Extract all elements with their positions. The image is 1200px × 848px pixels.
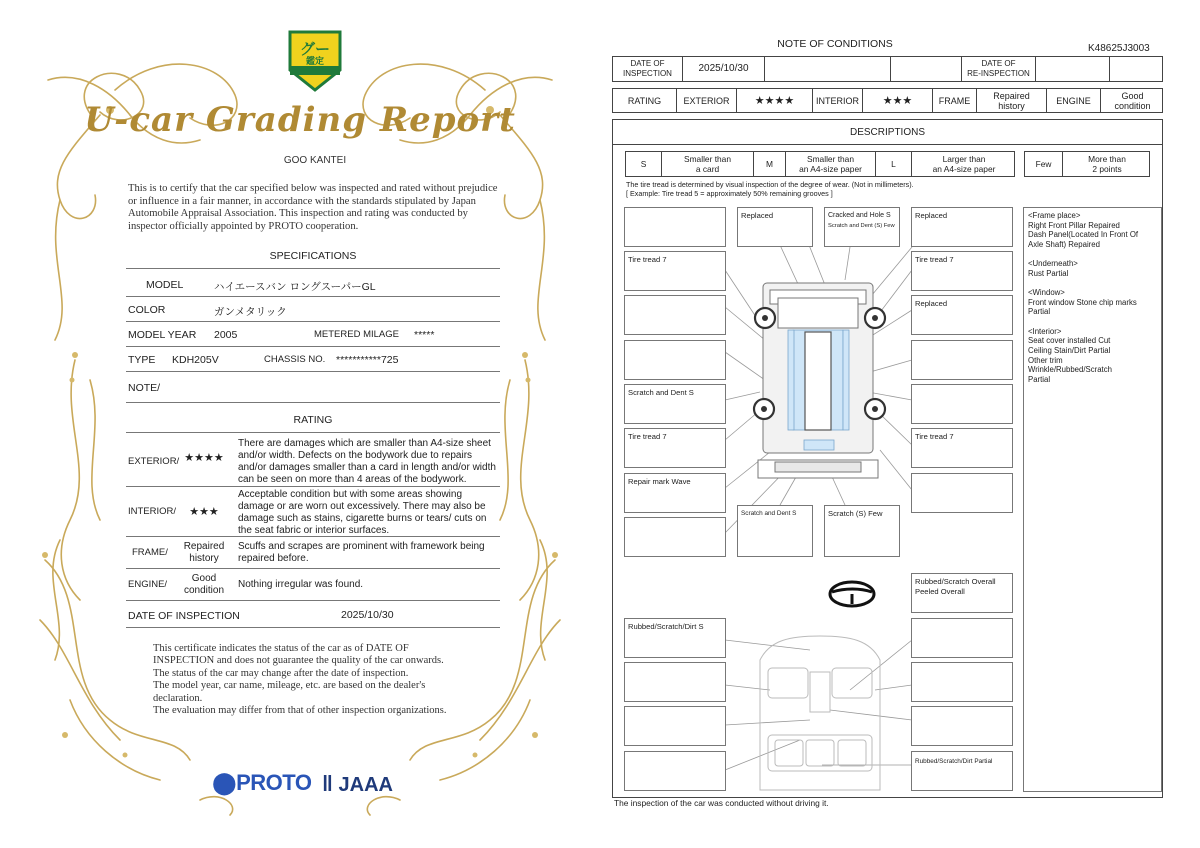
disclaimer-line: The status of the car may change after the date of inspection. (153, 667, 409, 679)
divider (126, 432, 500, 433)
engine-value-2: condition (183, 585, 225, 596)
note-group-underneath: <Underneath> Rust Partial (1028, 259, 1078, 278)
model-year-value: 2005 (214, 329, 238, 341)
rating-row-interior (126, 487, 500, 537)
certificate-intro: This is to certify that the car specified below was inspected and rated without prejudice or influence in a fair manner, in accordance with the standards stipulated by Japan Automobile Appraisal Association. This inspection and rating was conducted by inspector officially appointed by PROTO cooperation. (128, 183, 498, 232)
note-box-left-scratch: Scratch and Dent S (624, 384, 726, 424)
frame-value: Repaired history (977, 89, 1047, 112)
legend-m: M (754, 152, 786, 176)
inspection-date-row (612, 56, 1163, 82)
few-legend (1024, 151, 1150, 177)
disclaimer-line: The evaluation may differ from that of other inspection organizations. (153, 705, 447, 717)
note-box-empty (624, 706, 726, 746)
note-label: NOTE/ (128, 382, 161, 394)
rating-heading: RATING (293, 414, 333, 426)
date-of-inspection-label: DATE OF INSPECTION (128, 610, 240, 622)
note-box-top-left-replaced: Replaced (737, 207, 813, 247)
note-box-right-front-tire: Tire tread 7 (911, 251, 1013, 291)
type-value: KDH205V (172, 354, 219, 366)
disclaimer-line: declaration. (153, 692, 203, 704)
frame-label: FRAME/ (132, 547, 168, 558)
color-label: COLOR (128, 304, 166, 316)
note-box-empty (624, 662, 726, 702)
frame-value-2: history (189, 553, 219, 564)
metered-milage-value: ***** (414, 329, 435, 341)
chassis-label: CHASSIS NO. (264, 354, 326, 365)
note-group-interior: <Interior> Seat cover installed Cut Ceiling Stain/Dirt Partial Other trim Wrinkle/Rubbed/Scratch Partial (1028, 326, 1112, 384)
footer-logos (212, 768, 402, 800)
date-of-inspection-value: 2025/10/30 (341, 609, 394, 621)
interior-stars: ★★★ (189, 506, 219, 518)
note-box-left-repair: Repair mark Wave (624, 473, 726, 513)
specifications-heading: SPECIFICATIONS (269, 250, 357, 262)
svg-text:鑑定: 鑑定 (305, 57, 325, 67)
note-box-empty (624, 751, 726, 791)
goo-kantei-badge-icon (286, 30, 344, 92)
type-label: TYPE (128, 354, 156, 366)
note-box-empty (911, 473, 1013, 513)
empty-cell (765, 57, 891, 81)
inspection-footnote: The inspection of the car was conducted without driving it. (614, 798, 829, 808)
note-box-empty (911, 706, 1013, 746)
date-of-inspection-label: DATE OF INSPECTION (613, 57, 683, 81)
descriptions-heading: DESCRIPTIONS (613, 120, 1162, 145)
note-group-frame: <Frame place> Right Front Pillar Repaired Dash Panel(Located In Front Of Axle Shaft) Repaired (1028, 211, 1139, 249)
damage-size-legend (625, 151, 1015, 177)
note-box-interior-front-left: Rubbed/Scratch/Dirt S (624, 618, 726, 658)
spec-row-model (126, 272, 500, 297)
interior-description: Acceptable condition but with some areas showing damage or are worn out excessively. There may also be damage such as stains, cigarette burns or tears/ cuts on the seat fabric or interior surfaces. (238, 489, 487, 536)
exterior-label: EXTERIOR (677, 89, 737, 112)
rating-summary-row (612, 88, 1163, 113)
rating-row-frame (126, 537, 500, 569)
condition-notes-list (1023, 207, 1162, 792)
disclaimer-line: INSPECTION and does not guarantee the quality of the car onwards. (153, 655, 444, 667)
tire-tread-note: The tire tread is determined by visual inspection of the degree of wear. (Not in millimeters). [ Example: Tire tread 5 = approximately 50% remaining grooves ] (626, 180, 914, 199)
empty-cell (1110, 57, 1164, 81)
color-value: ガンメタリック (214, 306, 287, 318)
rating-row-exterior (126, 436, 500, 487)
disclaimer-line: The model year, car name, mileage, etc. are based on the dealer's (153, 680, 426, 692)
disclaimer-line: This certificate indicates the status of the car as of DATE OF (153, 643, 409, 654)
engine-description: Nothing irregular was found. (238, 579, 364, 590)
note-box-empty (624, 340, 726, 380)
rating-row-engine (126, 569, 500, 601)
empty-cell (891, 57, 962, 81)
engine-label: ENGINE/ (128, 579, 168, 590)
spec-row-note (126, 372, 500, 403)
date-of-inspection-value: 2025/10/30 (683, 57, 765, 81)
note-box-top-right-replaced: Replaced (911, 207, 1013, 247)
exterior-description: There are damages which are smaller than A4-size sheet and/or width. Defects on the bodywork due to repairs and/or damages smaller than a card in length and/or width can be seen on more than 4 areas of the bodywork. (238, 438, 496, 485)
certificate-disclaimer (153, 643, 483, 717)
sheet-title: NOTE OF CONDITIONS (777, 38, 893, 50)
interior-label: INTERIOR (813, 89, 863, 112)
reference-number: K48625J3003 (1088, 43, 1150, 54)
note-box-rear-right: Scratch (S) Few (824, 505, 900, 557)
spec-row-model-year (126, 322, 500, 347)
note-box-empty (624, 295, 726, 335)
chassis-value: ***********725 (336, 354, 399, 366)
note-of-conditions-sheet (600, 0, 1200, 848)
date-of-inspection-row (126, 601, 500, 628)
frame-value-1: Repaired (183, 541, 225, 552)
legend-l: L (876, 152, 912, 176)
legend-s: S (626, 152, 662, 176)
note-box-left-front-tire: Tire tread 7 (624, 251, 726, 291)
metered-milage-label: METERED MILAGE (314, 329, 399, 340)
frame-label: FRAME (933, 89, 977, 112)
note-box-empty (911, 384, 1013, 424)
note-group-window: <Window> Front window Stone chip marks Partial (1028, 288, 1137, 317)
spec-row-color (126, 297, 500, 322)
jaaa-logo: ‖ JAAA (322, 771, 393, 796)
note-box-top-cracked: Cracked and Hole S Scratch and Dent (S) Few (824, 207, 900, 247)
interior-stars: ★★★ (863, 89, 933, 112)
note-box-empty (911, 618, 1013, 658)
model-value: ハイエースバン ロングスーパーGL (214, 281, 376, 293)
engine-value: Good condition (1114, 90, 1151, 111)
note-box-rear-left: Scratch and Dent S (737, 505, 813, 557)
frame-description: Scuffs and scrapes are prominent with framework being repaired before. (238, 541, 485, 564)
reinspection-label: DATE OF RE-INSPECTION (962, 57, 1036, 81)
note-box-right-rear-tire: Tire tread 7 (911, 428, 1013, 468)
divider (126, 268, 500, 269)
model-year-label: MODEL YEAR (128, 329, 197, 341)
svg-text:グー: グー (299, 40, 331, 58)
note-box-empty (911, 340, 1013, 380)
legend-few-desc: More than 2 points (1088, 154, 1126, 174)
interior-label: INTERIOR/ (128, 506, 177, 517)
note-box-empty (624, 207, 726, 247)
model-label: MODEL (146, 279, 184, 291)
note-box-left-rear-tire: Tire tread 7 (624, 428, 726, 468)
legend-l-desc: Larger than an A4-size paper (932, 154, 996, 174)
legend-m-desc: Smaller than an A4-size paper (786, 152, 876, 176)
note-box-steering: Rubbed/Scratch Overall Peeled Overall (911, 573, 1013, 613)
legend-s-desc: Smaller than a card (662, 152, 754, 176)
legend-few: Few (1025, 152, 1063, 176)
exterior-stars: ★★★★ (737, 89, 813, 112)
note-box-interior-rear-right: Rubbed/Scratch/Dirt Partial (911, 751, 1013, 791)
spec-row-type (126, 347, 500, 372)
exterior-stars: ★★★★ (184, 452, 224, 464)
exterior-label: EXTERIOR/ (128, 456, 180, 467)
note-box-empty (911, 662, 1013, 702)
note-box-empty (624, 517, 726, 557)
empty-cell (1036, 57, 1110, 81)
rating-label: RATING (613, 89, 677, 112)
proto-logo: ⬤PROTO (212, 770, 312, 795)
report-subtitle: GOO KANTEI (283, 155, 347, 166)
note-box-right-replaced: Replaced (911, 295, 1013, 335)
engine-label: ENGINE (1047, 89, 1101, 112)
engine-value-1: Good (191, 573, 217, 584)
report-title: U-car Grading Report (84, 100, 516, 140)
